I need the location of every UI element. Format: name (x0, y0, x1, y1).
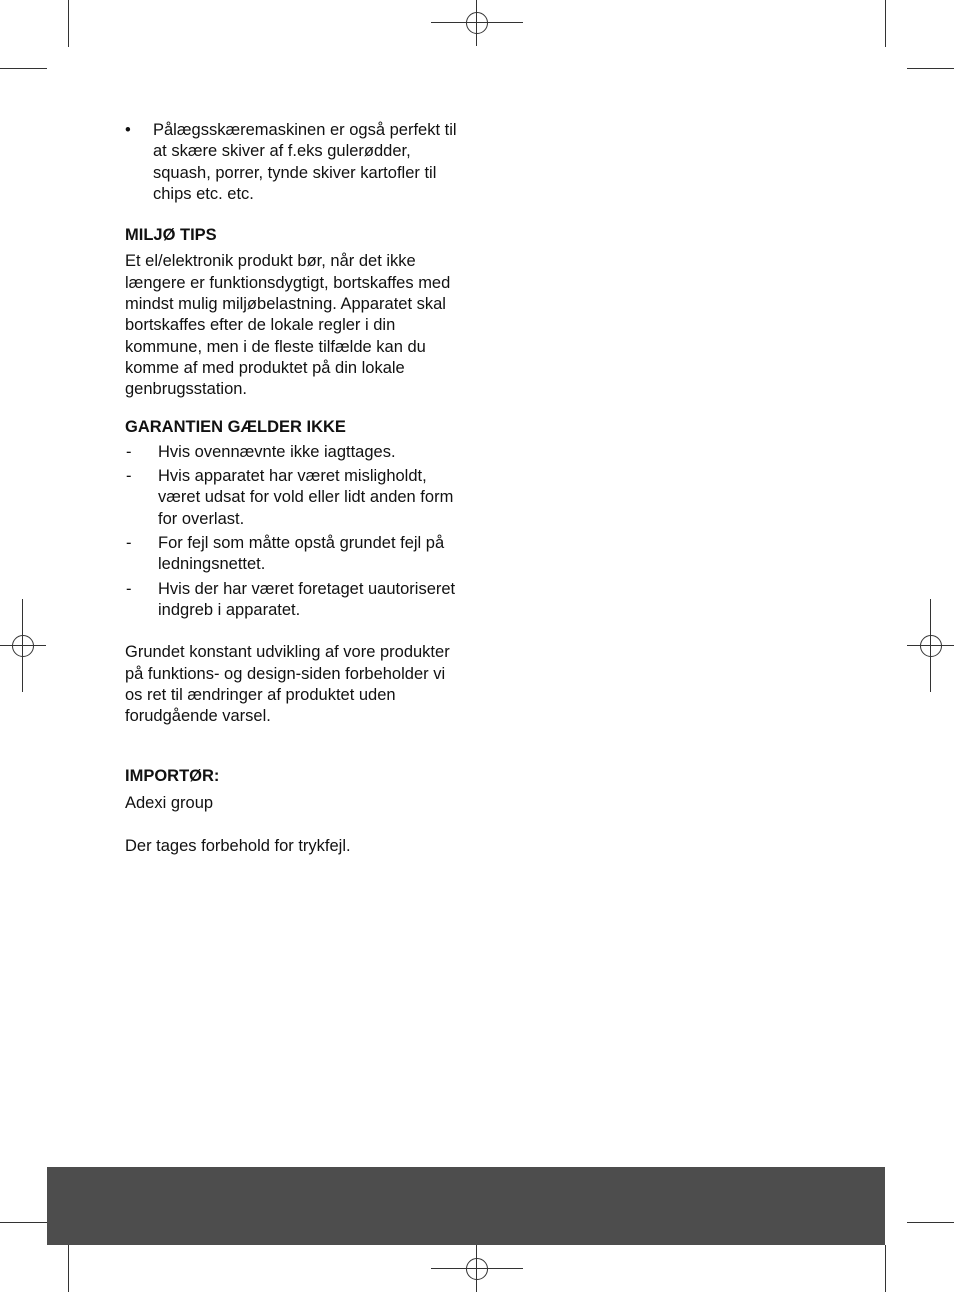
list-item: • Pålægsskæremaskinen er også perfekt til at skære skiver af f.eks gulerødder, squash, porrer, tynde skiver kartofler til chips etc. etc. (125, 120, 465, 205)
registration-mark-circle (920, 635, 942, 657)
intro-bullet-list (125, 120, 465, 205)
crop-mark (0, 68, 47, 69)
crop-mark (885, 0, 886, 47)
page-content (125, 120, 465, 857)
disclaimer-text: Grundet konstant udvikling af vore produkter på funktions- og design-siden forbeholder vi os ret til ændringer af produktet uden forudgående varsel. (125, 643, 450, 726)
crop-mark (885, 1245, 886, 1292)
importer-heading: IMPORTØR: (125, 767, 220, 786)
registration-mark-circle (466, 12, 488, 34)
list-item: - Hvis apparatet har været misligholdt, været udsat for vold eller lidt anden form for overlast. (125, 466, 465, 530)
crop-mark (0, 1222, 47, 1223)
warranty-list (125, 442, 465, 621)
registration-mark-circle (466, 1258, 488, 1280)
environment-heading: MILJØ TIPS (125, 226, 217, 245)
crop-mark (68, 0, 69, 47)
warranty-heading: GARANTIEN GÆLDER IKKE (125, 417, 346, 436)
registration-mark-circle (12, 635, 34, 657)
list-item: - Hvis ovennævnte ikke iagttages. (125, 442, 465, 463)
list-item: - For fejl som måtte opstå grundet fejl på ledningsnettet. (125, 533, 465, 576)
importer-name: Adexi group (125, 793, 214, 812)
environment-text: Et el/elektronik produkt bør, når det ikke længere er funktionsdygtigt, bortskaffes med mindst mulig miljøbelastning. Apparatet skal bortskaffes efter de lokale regler i din kommune, men i de fleste tilfælde kan du komme af med produktet på din lokale genbrugsstation. (125, 252, 451, 399)
footer-bar (47, 1167, 885, 1245)
crop-mark (907, 68, 954, 69)
print-note: Der tages forbehold for trykfejl. (125, 837, 351, 856)
crop-mark (68, 1245, 69, 1292)
list-item: - Hvis der har været foretaget uautoriseret indgreb i apparatet. (125, 579, 465, 622)
crop-mark (907, 1222, 954, 1223)
